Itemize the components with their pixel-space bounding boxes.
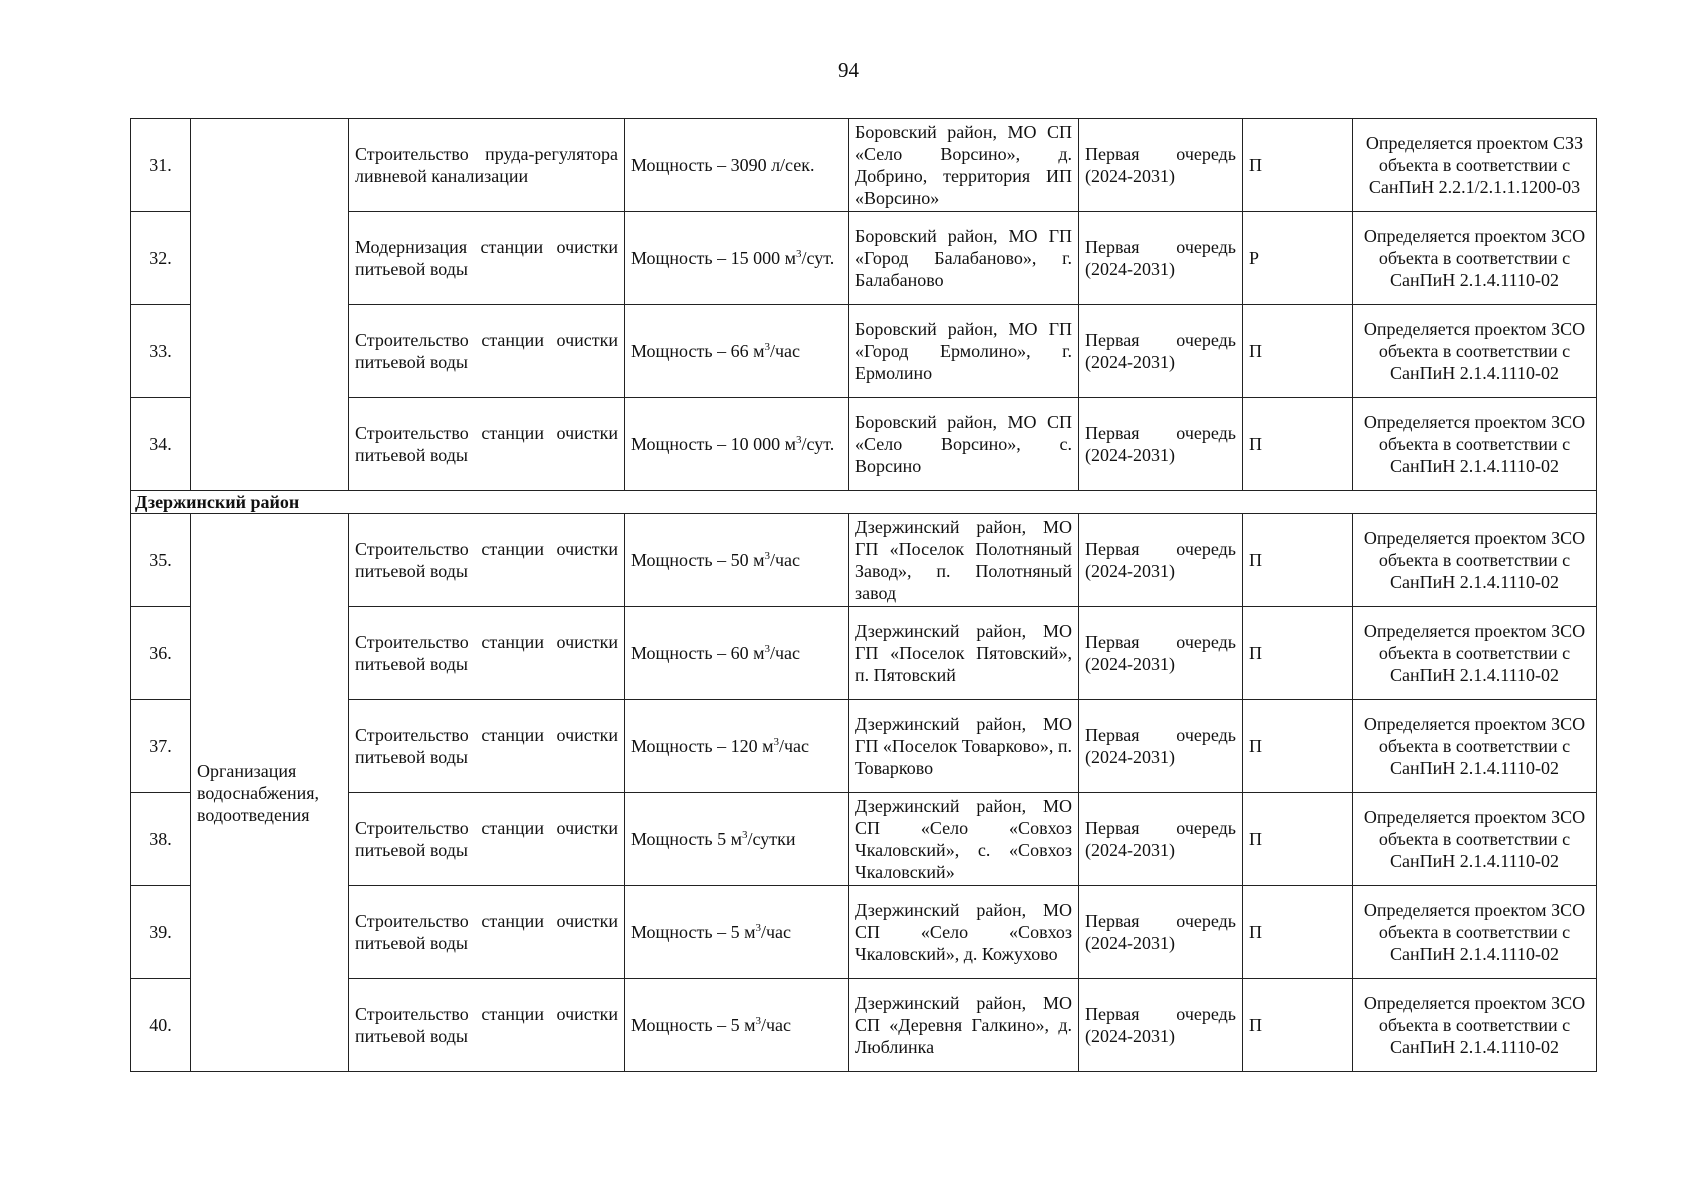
- note-cell: Определяется проектом ЗСО объекта в соответствии с СанПиН 2.1.4.1110-02: [1353, 305, 1597, 398]
- status-cell: П: [1243, 979, 1353, 1072]
- power-cell: Мощность – 120 $м^3$/час: [625, 700, 849, 793]
- category-cell: [191, 119, 349, 491]
- power-cell: Мощность 5 $м^3$/сутки: [625, 793, 849, 886]
- location-cell: Боровский район, МО СП «Село Ворсино», д. Добрино, территория ИП «Ворсино»: [849, 119, 1079, 212]
- note-cell: Определяется проектом ЗСО объекта в соответствии с СанПиН 2.1.4.1110-02: [1353, 212, 1597, 305]
- location-cell: Дзержинский район, МО ГП «Поселок Полотняный Завод», п. Полотняный завод: [849, 514, 1079, 607]
- table-row: [131, 886, 1597, 979]
- location-cell: Боровский район, МО СП «Село Ворсино», с. Ворсино: [849, 398, 1079, 491]
- section-title: Дзержинский район: [131, 491, 1597, 514]
- row-number: 40.: [131, 979, 191, 1072]
- power-cell: Мощность – 50 $м^3$/час: [625, 514, 849, 607]
- table-row: [131, 607, 1597, 700]
- stage-cell: Первая очередь (2024-2031): [1079, 700, 1243, 793]
- power-cell: Мощность – 5 $м^3$/час: [625, 886, 849, 979]
- note-cell: Определяется проектом ЗСО объекта в соответствии с СанПиН 2.1.4.1110-02: [1353, 514, 1597, 607]
- table-row: [131, 305, 1597, 398]
- row-number: 33.: [131, 305, 191, 398]
- status-cell: П: [1243, 514, 1353, 607]
- row-number: 31.: [131, 119, 191, 212]
- table-row: [131, 212, 1597, 305]
- action-cell: Строительство станции очистки питьевой воды: [349, 886, 625, 979]
- section-header-row: [131, 491, 1597, 514]
- category-cell: Организация водоснабжения, водоотведения: [191, 514, 349, 1072]
- table-row: [131, 398, 1597, 491]
- table-row: [131, 700, 1597, 793]
- stage-cell: Первая очередь (2024-2031): [1079, 119, 1243, 212]
- action-cell: Строительство станции очистки питьевой воды: [349, 398, 625, 491]
- row-number: 37.: [131, 700, 191, 793]
- note-cell: Определяется проектом ЗСО объекта в соответствии с СанПиН 2.1.4.1110-02: [1353, 886, 1597, 979]
- status-cell: П: [1243, 305, 1353, 398]
- table-row: [131, 119, 1597, 212]
- row-number: 38.: [131, 793, 191, 886]
- stage-cell: Первая очередь (2024-2031): [1079, 886, 1243, 979]
- status-cell: П: [1243, 700, 1353, 793]
- action-cell: Строительство станции очистки питьевой воды: [349, 514, 625, 607]
- row-number: 35.: [131, 514, 191, 607]
- row-number: 34.: [131, 398, 191, 491]
- table-row: [131, 979, 1597, 1072]
- power-cell: Мощность – 5 $м^3$/час: [625, 979, 849, 1072]
- location-cell: Дзержинский район, МО СП «Село «Совхоз Чкаловский», с. «Совхоз Чкаловский»: [849, 793, 1079, 886]
- row-number: 32.: [131, 212, 191, 305]
- status-cell: Р: [1243, 212, 1353, 305]
- power-cell: Мощность – 3090 л/сек.: [625, 119, 849, 212]
- location-cell: Боровский район, МО ГП «Город Балабаново», г. Балабаново: [849, 212, 1079, 305]
- action-cell: Строительство станции очистки питьевой воды: [349, 607, 625, 700]
- power-cell: Мощность – 15 000 $м^3$/сут.: [625, 212, 849, 305]
- status-cell: П: [1243, 607, 1353, 700]
- note-cell: Определяется проектом ЗСО объекта в соответствии с СанПиН 2.1.4.1110-02: [1353, 700, 1597, 793]
- row-number: 39.: [131, 886, 191, 979]
- note-cell: Определяется проектом ЗСО объекта в соответствии с СанПиН 2.1.4.1110-02: [1353, 398, 1597, 491]
- table-row: [131, 793, 1597, 886]
- location-cell: Дзержинский район, МО ГП «Поселок Пятовский», п. Пятовский: [849, 607, 1079, 700]
- note-cell: Определяется проектом ЗСО объекта в соответствии с СанПиН 2.1.4.1110-02: [1353, 793, 1597, 886]
- stage-cell: Первая очередь (2024-2031): [1079, 979, 1243, 1072]
- location-cell: Дзержинский район, МО СП «Село «Совхоз Чкаловский», д. Кожухово: [849, 886, 1079, 979]
- note-cell: Определяется проектом СЗЗ объекта в соответствии с СанПиН 2.2.1/2.1.1.1200-03: [1353, 119, 1597, 212]
- location-cell: Дзержинский район, МО ГП «Поселок Товарково», п. Товарково: [849, 700, 1079, 793]
- power-cell: Мощность – 66 $м^3$/час: [625, 305, 849, 398]
- status-cell: П: [1243, 886, 1353, 979]
- note-cell: Определяется проектом ЗСО объекта в соответствии с СанПиН 2.1.4.1110-02: [1353, 979, 1597, 1072]
- action-cell: Строительство станции очистки питьевой воды: [349, 979, 625, 1072]
- power-cell: Мощность – 60 $м^3$/час: [625, 607, 849, 700]
- stage-cell: Первая очередь (2024-2031): [1079, 793, 1243, 886]
- table-row: [131, 514, 1597, 607]
- stage-cell: Первая очередь (2024-2031): [1079, 398, 1243, 491]
- page-number: 94: [838, 58, 859, 82]
- location-cell: Боровский район, МО ГП «Город Ермолино», г. Ермолино: [849, 305, 1079, 398]
- stage-cell: Первая очередь (2024-2031): [1079, 212, 1243, 305]
- action-cell: Строительство станции очистки питьевой воды: [349, 793, 625, 886]
- stage-cell: Первая очередь (2024-2031): [1079, 514, 1243, 607]
- stage-cell: Первая очередь (2024-2031): [1079, 607, 1243, 700]
- status-cell: П: [1243, 119, 1353, 212]
- planning-table: [130, 118, 1597, 1072]
- status-cell: П: [1243, 398, 1353, 491]
- status-cell: П: [1243, 793, 1353, 886]
- row-number: 36.: [131, 607, 191, 700]
- power-cell: Мощность – 10 000 $м^3$/сут.: [625, 398, 849, 491]
- action-cell: Строительство пруда-регулятора ливневой канализации: [349, 119, 625, 212]
- stage-cell: Первая очередь (2024-2031): [1079, 305, 1243, 398]
- action-cell: Строительство станции очистки питьевой воды: [349, 700, 625, 793]
- note-cell: Определяется проектом ЗСО объекта в соответствии с СанПиН 2.1.4.1110-02: [1353, 607, 1597, 700]
- location-cell: Дзержинский район, МО СП «Деревня Галкино», д. Люблинка: [849, 979, 1079, 1072]
- action-cell: Модернизация станции очистки питьевой воды: [349, 212, 625, 305]
- action-cell: Строительство станции очистки питьевой воды: [349, 305, 625, 398]
